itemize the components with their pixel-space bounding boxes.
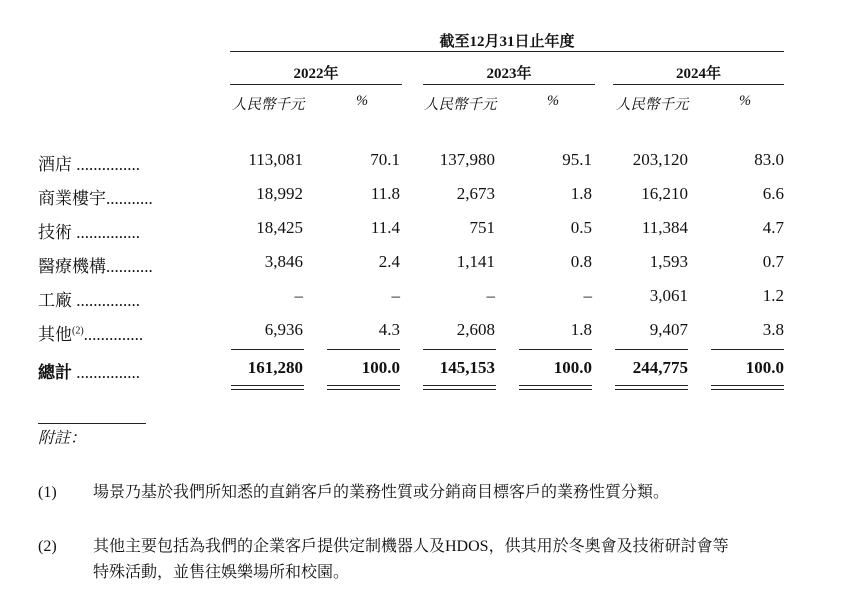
cell-tech-2024-rmb: 11,384: [641, 218, 688, 237]
cell-commercial-2022-rmb: 18,992: [256, 184, 303, 203]
cell-others-2022-pct: 4.3: [378, 320, 400, 339]
total-double-line-2022-pct-a: [327, 385, 400, 386]
unit-pct-2022: %: [356, 93, 369, 109]
year-header-2022: 2022年: [293, 66, 339, 82]
year-header-2024: 2024年: [675, 66, 721, 82]
year-underline-2022: [230, 84, 402, 85]
cell-total-2024-pct: 100.0: [745, 358, 784, 377]
total-double-line-2022-pct-b: [327, 389, 400, 390]
year-header-2023: 2023年: [486, 66, 532, 82]
unit-rmb-2024: 人民幣千元: [616, 97, 689, 113]
cell-others-2023-rmb: 2,608: [456, 320, 495, 339]
subtotal-line-2023-rmb: [423, 349, 496, 350]
note-2-text-line1: 其他主要包括為我們的企業客戶提供定制機器人及HDOS，供其用於冬奧會及技術研討會等: [93, 538, 729, 555]
cell-hotel-2022-pct: 70.1: [370, 150, 400, 169]
total-double-line-2023-pct-b: [519, 389, 592, 390]
row-label-total: 總計 ...............: [38, 363, 140, 382]
note-1-text: 場景乃基於我們所知悉的直銷客戶的業務性質或分銷商目標客戶的業務性質分類。: [93, 484, 670, 501]
row-label-commercial: 商業樓宇...........: [38, 189, 153, 208]
note-2-text-line2: 特殊活動，並售往娛樂場所和校園。: [93, 564, 350, 581]
cell-factory-2023-rmb: –: [486, 286, 495, 305]
total-double-line-2024-pct-a: [711, 385, 784, 386]
note-1-marker: (1): [38, 484, 57, 501]
cell-hotel-2023-rmb: 137,980: [439, 150, 495, 169]
unit-pct-2024: %: [739, 93, 752, 109]
period-header: 截至12月31日止年度: [439, 34, 575, 50]
cell-commercial-2023-rmb: 2,673: [456, 184, 495, 203]
cell-tech-2022-rmb: 18,425: [256, 218, 303, 237]
cell-medical-2023-pct: 0.8: [570, 252, 592, 271]
cell-tech-2023-pct: 0.5: [570, 218, 592, 237]
cell-factory-2024-pct: 1.2: [762, 286, 784, 305]
cell-hotel-2024-rmb: 203,120: [632, 150, 688, 169]
cell-total-2024-rmb: 244,775: [632, 358, 688, 377]
notes-separator: [38, 423, 146, 424]
cell-factory-2024-rmb: 3,061: [649, 286, 688, 305]
cell-factory-2022-rmb: –: [294, 286, 303, 305]
cell-commercial-2024-rmb: 16,210: [641, 184, 688, 203]
cell-medical-2023-rmb: 1,141: [456, 252, 495, 271]
total-double-line-2023-rmb-b: [423, 389, 496, 390]
cell-factory-2023-pct: –: [583, 286, 592, 305]
notes-heading: 附註：: [38, 430, 87, 447]
cell-total-2023-rmb: 145,153: [439, 358, 495, 377]
cell-medical-2022-rmb: 3,846: [264, 252, 303, 271]
cell-others-2022-rmb: 6,936: [264, 320, 303, 339]
year-underline-2024: [613, 84, 784, 85]
cell-factory-2022-pct: –: [391, 286, 400, 305]
cell-tech-2023-rmb: 751: [469, 218, 495, 237]
cell-total-2023-pct: 100.0: [553, 358, 592, 377]
unit-rmb-2023: 人民幣千元: [424, 97, 497, 113]
cell-others-2023-pct: 1.8: [570, 320, 592, 339]
cell-commercial-2023-pct: 1.8: [570, 184, 592, 203]
total-double-line-2022-rmb-b: [231, 389, 304, 390]
cell-commercial-2024-pct: 6.6: [762, 184, 784, 203]
subtotal-line-2022-rmb: [231, 349, 304, 350]
note-2-marker: (2): [38, 538, 57, 555]
subtotal-line-2024-rmb: [615, 349, 688, 350]
cell-hotel-2024-pct: 83.0: [754, 150, 784, 169]
cell-hotel-2022-rmb: 113,081: [248, 150, 303, 169]
subtotal-line-2022-pct: [327, 349, 400, 350]
row-label-others: 其他$^{(2)}$..............: [38, 325, 144, 344]
row-label-factory: 工廠 ...............: [38, 291, 140, 310]
year-underline-2023: [423, 84, 595, 85]
total-double-line-2024-rmb-a: [615, 385, 688, 386]
subtotal-line-2024-pct: [711, 349, 784, 350]
cell-others-2024-rmb: 9,407: [649, 320, 688, 339]
unit-rmb-2022: 人民幣千元: [232, 97, 305, 113]
cell-hotel-2023-pct: 95.1: [562, 150, 592, 169]
row-label-hotel: 酒店 ...............: [38, 155, 140, 174]
total-double-line-2024-pct-b: [711, 389, 784, 390]
unit-pct-2023: %: [547, 93, 560, 109]
total-double-line-2023-rmb-a: [423, 385, 496, 386]
total-double-line-2024-rmb-b: [615, 389, 688, 390]
period-underline: [230, 51, 784, 52]
row-label-tech: 技術 ...............: [38, 223, 140, 242]
cell-commercial-2022-pct: 11.8: [370, 184, 400, 203]
total-double-line-2023-pct-a: [519, 385, 592, 386]
row-label-medical: 醫療機構...........: [38, 257, 153, 276]
footnote-ref-2: (2): [72, 325, 84, 337]
cell-tech-2024-pct: 4.7: [762, 218, 784, 237]
cell-tech-2022-pct: 11.4: [370, 218, 400, 237]
subtotal-line-2023-pct: [519, 349, 592, 350]
cell-medical-2022-pct: 2.4: [378, 252, 400, 271]
cell-medical-2024-rmb: 1,593: [649, 252, 688, 271]
cell-medical-2024-pct: 0.7: [762, 252, 784, 271]
cell-total-2022-pct: 100.0: [361, 358, 400, 377]
cell-total-2022-rmb: 161,280: [247, 358, 303, 377]
total-double-line-2022-rmb-a: [231, 385, 304, 386]
cell-others-2024-pct: 3.8: [762, 320, 784, 339]
